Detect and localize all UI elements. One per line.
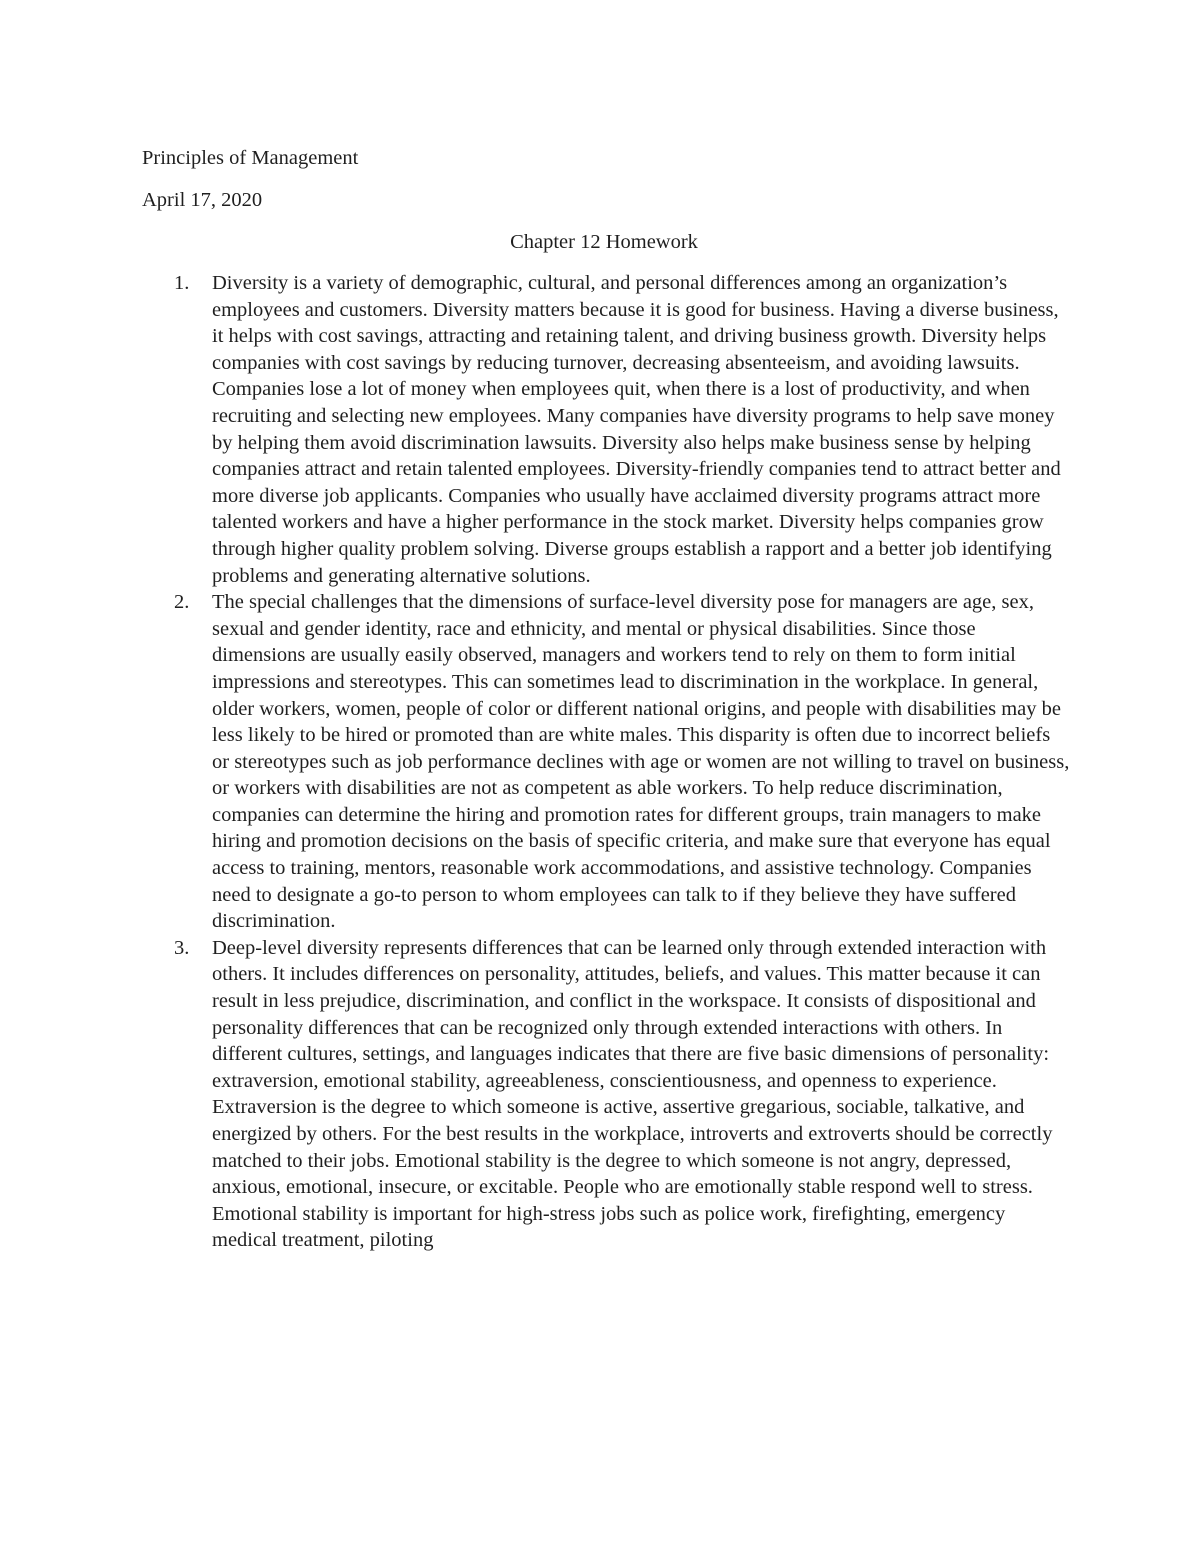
answer-list: [174, 270, 1072, 1254]
answer-text: Diversity is a variety of demographic, cultural, and personal differences among an organization’s employees and customers. Diversity matters because it is good for business. Having a diverse business, it helps with cost savings, attracting and retaining talent, and driving business growth. Diversity helps companies with cost savings by reducing turnover, decreasing absenteeism, and avoiding lawsuits. Companies lose a lot of money when employees quit, when there is a lost of productivity, and when recruiting and selecting new employees. Many companies have diversity programs to help save money by helping them avoid discrimination lawsuits. Diversity also helps make business sense by helping companies attract and retain talented employees. Diversity-friendly companies tend to attract better and more diverse job applicants. Companies who usually have acclaimed diversity programs attract more talented workers and have a higher performance in the stock market. Diversity helps companies grow through higher quality problem solving. Diverse groups establish a rapport and a better job identifying problems and generating alternative solutions.: [212, 272, 1061, 587]
list-number: 2.: [174, 591, 190, 614]
document-title: Chapter 12 Homework: [510, 231, 698, 253]
list-item: [174, 270, 1072, 589]
list-item: [174, 935, 1072, 1254]
answer-text: Deep-level diversity represents differences that can be learned only through extended interaction with others. It includes differences on personality, attitudes, beliefs, and values. This matter because it can result in less prejudice, discrimination, and conflict in the workspace. It consists of dispositional and personality differences that can be recognized only through extended interactions with others. In different cultures, settings, and languages indicates that there are five basic dimensions of personality: extraversion, emotional stability, agreeableness, conscientiousness, and openness to experience. Extraversion is the degree to which someone is active, assertive gregarious, sociable, talkative, and energized by others. For the best results in the workplace, introverts and extroverts should be correctly matched to their jobs. Emotional stability is the degree to which someone is not angry, depressed, anxious, emotional, insecure, or excitable. People who are emotionally stable respond well to stress. Emotional stability is important for high-stress jobs such as police work, firefighting, emergency medical treatment, piloting: [212, 936, 1053, 1252]
list-number: 3.: [174, 936, 190, 959]
list-item: [174, 589, 1072, 935]
course-name: Principles of Management: [142, 147, 359, 169]
list-number: 1.: [174, 272, 190, 294]
document-date: April 17, 2020: [142, 189, 263, 211]
answer-text: The special challenges that the dimensions of surface-level diversity pose for managers are age, sex, sexual and gender identity, race and ethnicity, and mental or physical disabilities. Since those dimensions are usually easily observed, managers and workers tend to rely on them to form initial impressions and stereotypes. This can sometimes lead to discrimination in the workplace. In general, older workers, women, people of color or different national origins, and people with disabilities may be less likely to be hired or promoted than are white males. This disparity is often due to incorrect beliefs or stereotypes such as job performance declines with age or women are not willing to travel on business, or workers with disabilities are not as competent as able workers. To help reduce discrimination, companies can determine the hiring and promotion rates for different groups, train managers to make hiring and promotion decisions on the basis of specific criteria, and make sure that everyone has equal access to training, mentors, reasonable work accommodations, and assistive technology. Companies need to designate a go-to person to whom employees can talk to if they believe they have suffered discrimination.: [212, 591, 1070, 933]
